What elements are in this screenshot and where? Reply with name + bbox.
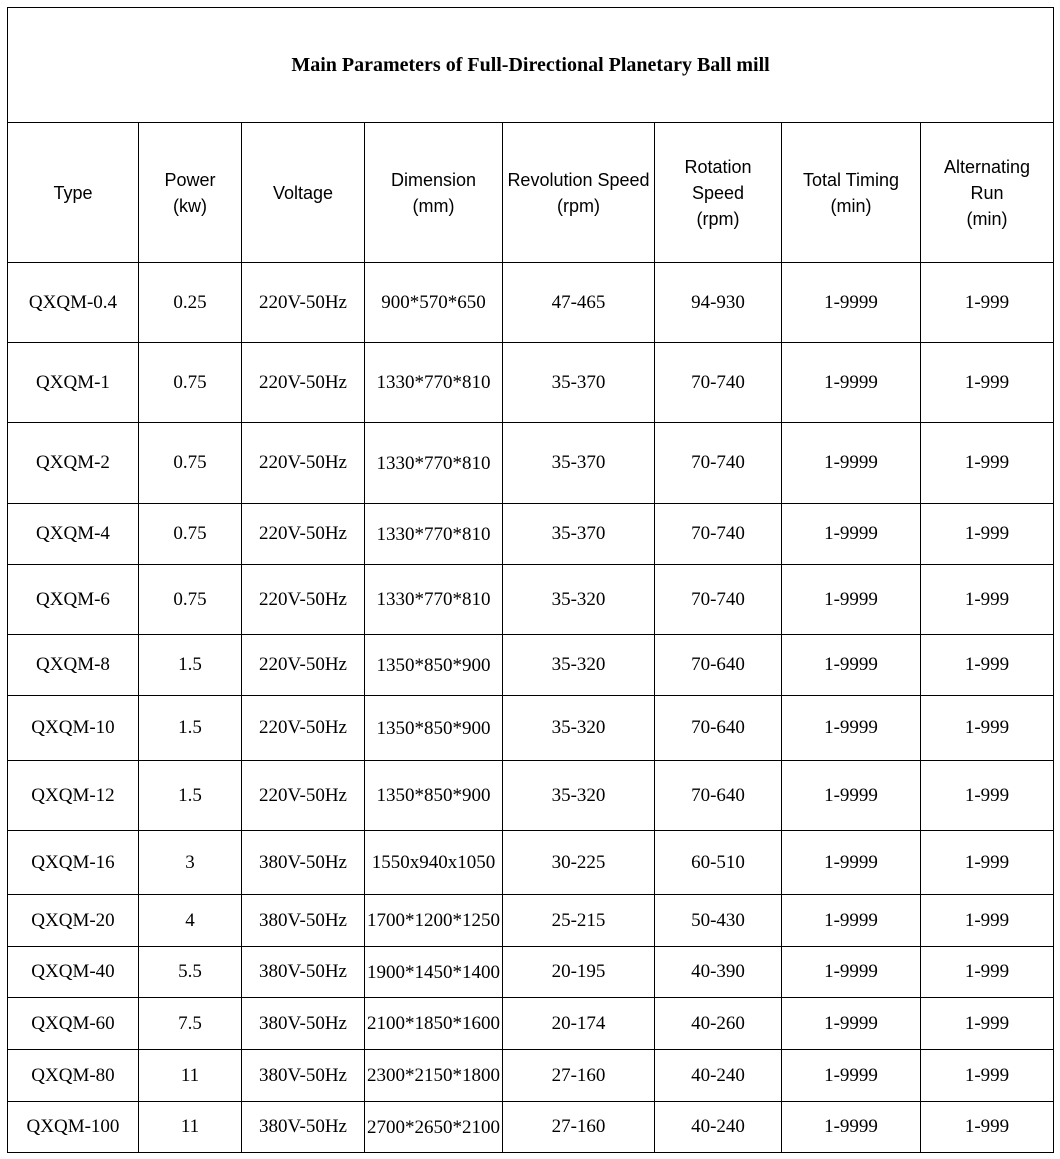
cell-power: 1.5 bbox=[139, 696, 242, 761]
cell-total-timing: 1-9999 bbox=[782, 1050, 921, 1102]
cell-type: QXQM-4 bbox=[8, 504, 139, 565]
header-power-unit: (kw) bbox=[173, 195, 207, 216]
cell-alternating-run: 1-999 bbox=[921, 895, 1054, 947]
cell-voltage: 380V-50Hz bbox=[242, 947, 365, 998]
cell-power: 11 bbox=[139, 1050, 242, 1102]
cell-voltage: 220V-50Hz bbox=[242, 343, 365, 423]
cell-power: 0.75 bbox=[139, 343, 242, 423]
cell-rotation-speed: 70-740 bbox=[655, 423, 782, 504]
header-alternating-run bbox=[921, 123, 1054, 263]
cell-rotation-speed: 40-390 bbox=[655, 947, 782, 998]
cell-rotation-speed: 40-260 bbox=[655, 998, 782, 1050]
cell-revolution-speed: 35-370 bbox=[503, 504, 655, 565]
cell-rotation-speed: 70-740 bbox=[655, 565, 782, 635]
cell-dimension: 2700*2650*2100 bbox=[365, 1102, 503, 1153]
cell-alternating-run: 1-999 bbox=[921, 761, 1054, 831]
cell-power: 3 bbox=[139, 831, 242, 895]
cell-dimension: 1700*1200*1250 bbox=[365, 895, 503, 947]
cell-rotation-speed: 70-640 bbox=[655, 635, 782, 696]
cell-power: 11 bbox=[139, 1102, 242, 1153]
cell-alternating-run: 1-999 bbox=[921, 696, 1054, 761]
cell-type: QXQM-0.4 bbox=[8, 263, 139, 343]
cell-total-timing: 1-9999 bbox=[782, 696, 921, 761]
cell-power: 0.75 bbox=[139, 565, 242, 635]
cell-alternating-run: 1-999 bbox=[921, 423, 1054, 504]
cell-total-timing: 1-9999 bbox=[782, 423, 921, 504]
cell-dimension: 1330*770*810 bbox=[365, 343, 503, 423]
cell-revolution-speed: 47-465 bbox=[503, 263, 655, 343]
cell-dimension: 1550x940x1050 bbox=[365, 831, 503, 895]
header-revolution-line: Revolution Speed bbox=[507, 169, 650, 190]
cell-alternating-run: 1-999 bbox=[921, 263, 1054, 343]
table-row bbox=[8, 696, 1054, 761]
cell-voltage: 220V-50Hz bbox=[242, 263, 365, 343]
cell-voltage: 380V-50Hz bbox=[242, 1050, 365, 1102]
cell-dimension: 1330*770*810 bbox=[365, 504, 503, 565]
header-timing-unit: (min) bbox=[830, 195, 872, 216]
cell-total-timing: 1-9999 bbox=[782, 263, 921, 343]
cell-dimension: 1350*850*900 bbox=[365, 635, 503, 696]
header-rotation-line-2: Speed bbox=[691, 182, 745, 203]
header-dimension-line: Dimension bbox=[390, 169, 477, 190]
cell-dimension: 1900*1450*1400 bbox=[365, 947, 503, 998]
header-alternating-line-1: Alternating bbox=[943, 156, 1031, 177]
header-revolution-speed bbox=[503, 123, 655, 263]
cell-dimension: 900*570*650 bbox=[365, 263, 503, 343]
cell-rotation-speed: 70-740 bbox=[655, 504, 782, 565]
cell-power: 0.25 bbox=[139, 263, 242, 343]
cell-type: QXQM-80 bbox=[8, 1050, 139, 1102]
cell-type: QXQM-8 bbox=[8, 635, 139, 696]
header-row bbox=[8, 123, 1054, 263]
cell-revolution-speed: 20-195 bbox=[503, 947, 655, 998]
table-row bbox=[8, 635, 1054, 696]
table-row bbox=[8, 565, 1054, 635]
cell-alternating-run: 1-999 bbox=[921, 1102, 1054, 1153]
cell-revolution-speed: 35-370 bbox=[503, 423, 655, 504]
cell-alternating-run: 1-999 bbox=[921, 343, 1054, 423]
table-row bbox=[8, 423, 1054, 504]
header-rotation-speed bbox=[655, 123, 782, 263]
header-power bbox=[139, 123, 242, 263]
cell-dimension: 1350*850*900 bbox=[365, 761, 503, 831]
cell-power: 0.75 bbox=[139, 423, 242, 504]
cell-total-timing: 1-9999 bbox=[782, 998, 921, 1050]
cell-alternating-run: 1-999 bbox=[921, 998, 1054, 1050]
table-title: Main Parameters of Full-Directional Planetary Ball mill bbox=[8, 8, 1054, 123]
cell-voltage: 220V-50Hz bbox=[242, 761, 365, 831]
cell-dimension: 1350*850*900 bbox=[365, 696, 503, 761]
cell-alternating-run: 1-999 bbox=[921, 504, 1054, 565]
cell-voltage: 380V-50Hz bbox=[242, 831, 365, 895]
parameters-table bbox=[7, 7, 1054, 1153]
cell-voltage: 380V-50Hz bbox=[242, 998, 365, 1050]
header-voltage-line: Voltage bbox=[272, 182, 334, 203]
cell-power: 0.75 bbox=[139, 504, 242, 565]
header-alternating-line-2: Run bbox=[970, 182, 1004, 203]
header-timing-line: Total Timing bbox=[802, 169, 900, 190]
cell-power: 1.5 bbox=[139, 635, 242, 696]
table-row bbox=[8, 947, 1054, 998]
header-rotation-unit: (rpm) bbox=[696, 208, 740, 229]
table-row bbox=[8, 1102, 1054, 1153]
cell-dimension: 2300*2150*1800 bbox=[365, 1050, 503, 1102]
cell-alternating-run: 1-999 bbox=[921, 635, 1054, 696]
cell-type: QXQM-100 bbox=[8, 1102, 139, 1153]
cell-rotation-speed: 40-240 bbox=[655, 1102, 782, 1153]
cell-type: QXQM-16 bbox=[8, 831, 139, 895]
header-total-timing bbox=[782, 123, 921, 263]
table-row bbox=[8, 895, 1054, 947]
table-body bbox=[8, 263, 1054, 1153]
cell-total-timing: 1-9999 bbox=[782, 761, 921, 831]
cell-rotation-speed: 60-510 bbox=[655, 831, 782, 895]
table-row bbox=[8, 504, 1054, 565]
header-type-line: Type bbox=[53, 182, 93, 203]
cell-dimension: 1330*770*810 bbox=[365, 565, 503, 635]
cell-revolution-speed: 35-370 bbox=[503, 343, 655, 423]
header-rotation-line-1: Rotation bbox=[684, 156, 752, 177]
cell-alternating-run: 1-999 bbox=[921, 1050, 1054, 1102]
cell-rotation-speed: 70-740 bbox=[655, 343, 782, 423]
cell-rotation-speed: 70-640 bbox=[655, 696, 782, 761]
cell-dimension: 1330*770*810 bbox=[365, 423, 503, 504]
cell-type: QXQM-2 bbox=[8, 423, 139, 504]
table-row bbox=[8, 343, 1054, 423]
table-row bbox=[8, 831, 1054, 895]
cell-power: 4 bbox=[139, 895, 242, 947]
cell-alternating-run: 1-999 bbox=[921, 565, 1054, 635]
cell-revolution-speed: 30-225 bbox=[503, 831, 655, 895]
cell-power: 7.5 bbox=[139, 998, 242, 1050]
header-dimension-unit: (mm) bbox=[412, 195, 455, 216]
cell-total-timing: 1-9999 bbox=[782, 1102, 921, 1153]
cell-rotation-speed: 50-430 bbox=[655, 895, 782, 947]
table-row bbox=[8, 263, 1054, 343]
cell-voltage: 380V-50Hz bbox=[242, 895, 365, 947]
cell-alternating-run: 1-999 bbox=[921, 947, 1054, 998]
title-row bbox=[8, 8, 1054, 123]
header-revolution-unit: (rpm) bbox=[557, 195, 600, 216]
header-voltage bbox=[242, 123, 365, 263]
cell-revolution-speed: 35-320 bbox=[503, 635, 655, 696]
cell-total-timing: 1-9999 bbox=[782, 947, 921, 998]
cell-revolution-speed: 20-174 bbox=[503, 998, 655, 1050]
cell-type: QXQM-12 bbox=[8, 761, 139, 831]
cell-voltage: 220V-50Hz bbox=[242, 565, 365, 635]
cell-power: 1.5 bbox=[139, 761, 242, 831]
cell-total-timing: 1-9999 bbox=[782, 895, 921, 947]
cell-voltage: 220V-50Hz bbox=[242, 696, 365, 761]
table-row bbox=[8, 761, 1054, 831]
cell-total-timing: 1-9999 bbox=[782, 343, 921, 423]
table-row bbox=[8, 1050, 1054, 1102]
header-type bbox=[8, 123, 139, 263]
cell-rotation-speed: 70-640 bbox=[655, 761, 782, 831]
header-dimension bbox=[365, 123, 503, 263]
table-row bbox=[8, 998, 1054, 1050]
cell-voltage: 220V-50Hz bbox=[242, 423, 365, 504]
cell-total-timing: 1-9999 bbox=[782, 504, 921, 565]
cell-rotation-speed: 94-930 bbox=[655, 263, 782, 343]
cell-power: 5.5 bbox=[139, 947, 242, 998]
cell-type: QXQM-40 bbox=[8, 947, 139, 998]
cell-type: QXQM-1 bbox=[8, 343, 139, 423]
cell-total-timing: 1-9999 bbox=[782, 831, 921, 895]
cell-dimension: 2100*1850*1600 bbox=[365, 998, 503, 1050]
cell-type: QXQM-6 bbox=[8, 565, 139, 635]
cell-revolution-speed: 25-215 bbox=[503, 895, 655, 947]
cell-rotation-speed: 40-240 bbox=[655, 1050, 782, 1102]
header-alternating-unit: (min) bbox=[966, 208, 1008, 229]
cell-total-timing: 1-9999 bbox=[782, 635, 921, 696]
cell-type: QXQM-20 bbox=[8, 895, 139, 947]
cell-revolution-speed: 35-320 bbox=[503, 761, 655, 831]
cell-voltage: 220V-50Hz bbox=[242, 504, 365, 565]
cell-voltage: 380V-50Hz bbox=[242, 1102, 365, 1153]
cell-revolution-speed: 35-320 bbox=[503, 696, 655, 761]
cell-type: QXQM-10 bbox=[8, 696, 139, 761]
cell-revolution-speed: 35-320 bbox=[503, 565, 655, 635]
cell-type: QXQM-60 bbox=[8, 998, 139, 1050]
cell-total-timing: 1-9999 bbox=[782, 565, 921, 635]
cell-alternating-run: 1-999 bbox=[921, 831, 1054, 895]
header-power-line: Power bbox=[164, 169, 216, 190]
cell-voltage: 220V-50Hz bbox=[242, 635, 365, 696]
cell-revolution-speed: 27-160 bbox=[503, 1050, 655, 1102]
cell-revolution-speed: 27-160 bbox=[503, 1102, 655, 1153]
